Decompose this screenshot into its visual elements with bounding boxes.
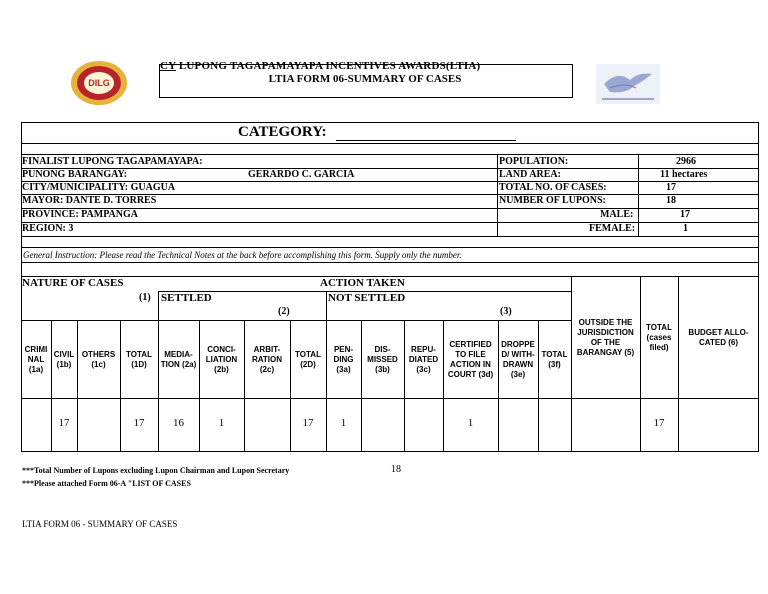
finalist-label: FINALIST LUPONG TAGAPAMAYAPA:: [22, 156, 203, 167]
title-prefix: CY: [160, 60, 176, 72]
general-instruction: General Instruction: Please read the Technical Notes at the back before accomplishing this form. Supply only the number.: [23, 250, 462, 260]
column-header: TOTAL (cases filed): [646, 323, 672, 352]
land-area-label: LAND AREA:: [499, 169, 561, 180]
cell-value: 1: [218, 417, 225, 429]
cell-value: 17: [58, 417, 70, 429]
column-header: TOTAL (3f): [541, 349, 568, 369]
cell-value: 17: [302, 417, 314, 429]
column-header: MEDIA- TION (2a): [160, 349, 197, 369]
divider: [21, 262, 759, 263]
column-header: TOTAL (2D): [295, 349, 321, 369]
settled-number: (2): [278, 306, 290, 317]
dilg-logo-text: DILG: [88, 78, 110, 88]
action-taken-header: ACTION TAKEN: [320, 277, 405, 289]
not-settled-header: NOT SETTLED: [328, 292, 406, 304]
dilg-seal-logo: [70, 60, 128, 106]
cell-value: 17: [653, 417, 665, 429]
female-value: 1: [683, 223, 688, 234]
divider: [21, 247, 759, 248]
total-cases-value: 17: [666, 182, 676, 193]
category-label: CATEGORY:: [238, 124, 327, 140]
divider: [158, 291, 571, 292]
divider: [21, 236, 759, 237]
form-title: LTIA FORM 06-SUMMARY OF CASES: [268, 73, 462, 85]
divider: [21, 143, 759, 144]
total-cases-label: TOTAL NO. OF CASES:: [499, 182, 607, 193]
male-label: MALE:: [600, 209, 634, 220]
female-label: FEMALE:: [589, 223, 636, 234]
column-header: CONCI- LIATION (2b): [205, 344, 238, 374]
title-main: LUPONG TAGAPAMAYAPA INCENTIVES AWARDS(LTIA): [175, 60, 481, 72]
column-header: OUTSIDE THE JURISDICTION OF THE BARANGAY (5): [576, 318, 635, 357]
program-title: [160, 60, 570, 73]
column-header: OTHERS (1c): [81, 349, 116, 369]
column-header: ARBIT- RATION (2c): [251, 344, 283, 374]
cell-value: 16: [173, 417, 184, 429]
column-header: REPU- DIATED (3c): [408, 344, 439, 374]
number-of-lupons-value: 18: [666, 195, 676, 206]
nature-number: (1): [139, 292, 151, 303]
cell-value: 1: [467, 417, 474, 429]
cell-value: 1: [340, 417, 347, 429]
province: PROVINCE: PAMPANGA: [22, 209, 139, 220]
bottom-form-label: LTIA FORM 06 - SUMMARY OF CASES: [22, 519, 178, 529]
column-header: DROPPE D/ WITH- DRAWN (3e): [501, 339, 535, 379]
column-header: CIVIL (1b): [53, 349, 75, 369]
footnote-attach: ***Please attached Form 06-A "LIST OF CASES: [22, 479, 191, 488]
cell-value: 17: [133, 417, 145, 429]
nature-of-cases-header: NATURE OF CASES: [22, 277, 124, 289]
number-of-lupons-label: NUMBER OF LUPONS:: [499, 195, 606, 206]
category-blank-line: [336, 140, 516, 141]
column-header: DIS- MISSED (3b): [367, 344, 398, 374]
lupon-dove-logo: [596, 64, 660, 104]
male-value: 17: [680, 209, 690, 220]
divider: [21, 398, 759, 399]
column-header: CRIMI NAL (1a): [24, 344, 48, 374]
punong-barangay-label: PUNONG BARANGAY:: [22, 169, 128, 180]
population-label: POPULATION:: [499, 156, 569, 167]
mayor: MAYOR: DANTE D. TORRES: [22, 195, 157, 206]
not-settled-number: (3): [500, 306, 512, 317]
punong-barangay-value: GERARDO C. GARCIA: [248, 169, 355, 180]
column-header: TOTAL (1D): [126, 349, 152, 369]
footnote-lupons: ***Total Number of Lupons excluding Lupon Chairman and Lupon Secretary: [22, 466, 290, 475]
settled-header: SETTLED: [161, 292, 212, 304]
land-area-value: 11 hectares: [660, 169, 708, 180]
footnote-lupons-value: 18: [391, 464, 401, 475]
column-header: CERTIFIED TO FILE ACTION IN COURT (3d): [447, 339, 494, 379]
city-municipality: CITY/MUNICIPALITY: GUAGUA: [22, 182, 176, 193]
region: REGION: 3: [22, 223, 74, 234]
population-value: 2966: [676, 156, 696, 167]
column-header: PEN- DING (3a): [333, 344, 354, 374]
column-header: BUDGET ALLO- CATED (6): [688, 328, 749, 347]
